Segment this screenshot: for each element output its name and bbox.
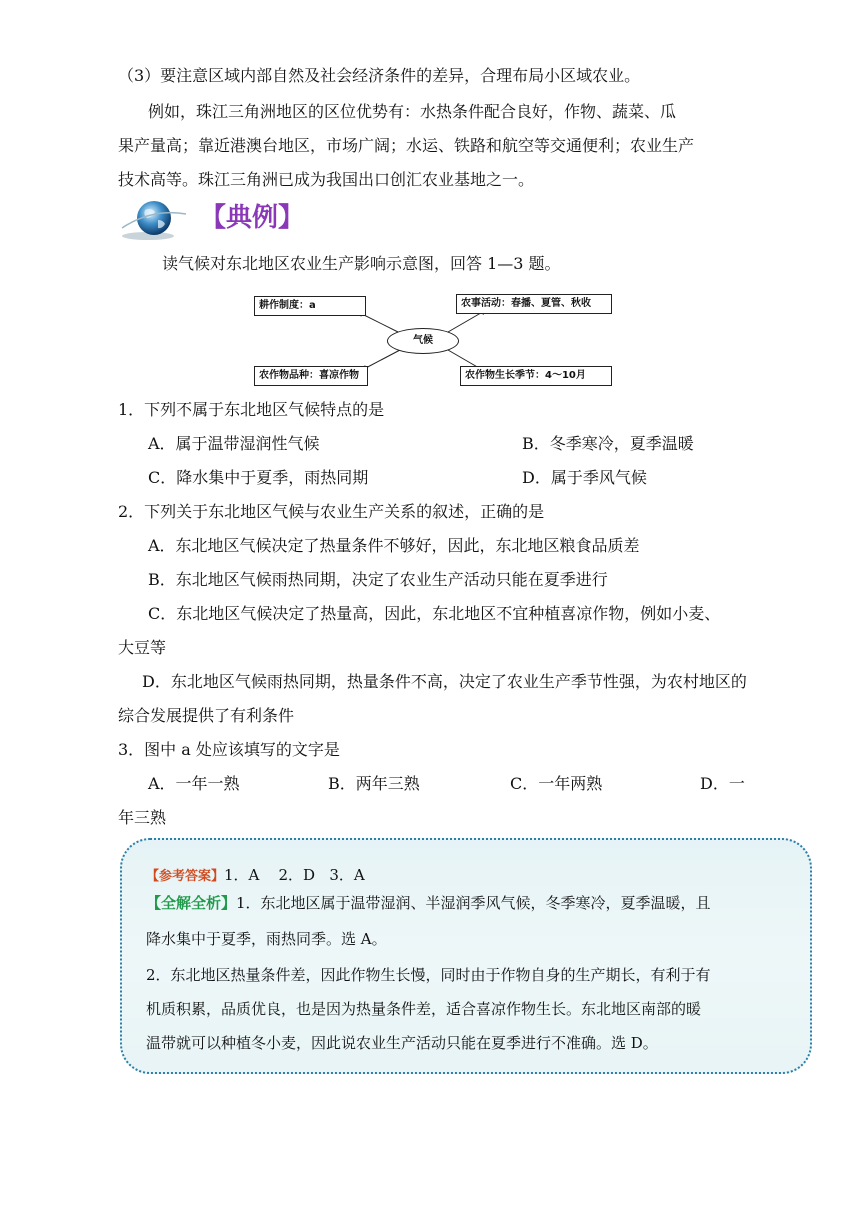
q3-option-d-part1: D．一	[700, 774, 745, 793]
example-line-2: 果产量高；靠近港澳台地区，市场广阔；水运、铁路和航空等交通便利；农业生产	[118, 136, 695, 155]
q2-option-b: B．东北地区气候雨热同期，决定了农业生产活动只能在夏季进行	[148, 570, 608, 589]
q2-option-a: A．东北地区气候决定了热量条件不够好，因此，东北地区粮食品质差	[148, 536, 640, 555]
analysis-tag: 【全解全析】	[146, 894, 237, 912]
analysis-text-1: 1．东北地区属于温带湿润、半湿润季风气候，冬季寒冷，夏季温暖，且	[236, 894, 711, 912]
q1-option-c: C．降水集中于夏季，雨热同期	[148, 468, 369, 487]
analysis-line-3: 2．东北地区热量条件差，因此作物生长慢，同时由于作物自身的生产期长，有利于有	[146, 966, 711, 984]
climate-diagram	[250, 290, 620, 392]
q3-option-d-part2: 年三熟	[118, 808, 167, 827]
q1-stem: 1．下列不属于东北地区气候特点的是	[118, 400, 385, 419]
q3-option-b: B．两年三熟	[328, 774, 420, 793]
diagram-box-farming-system: 耕作制度：a	[254, 296, 366, 316]
point-3-text: （3）要注意区域内部自然及社会经济条件的差异，合理布局小区域农业。	[118, 66, 641, 85]
q3-stem: 3．图中 a 处应该填写的文字是	[118, 740, 340, 759]
analysis-line-2: 降水集中于夏季，雨热同季。选 A。	[146, 930, 387, 948]
q2-stem: 2．下列关于东北地区气候与农业生产关系的叙述，正确的是	[118, 502, 545, 521]
question-prompt: 读气候对东北地区农业生产影响示意图，回答 1—3 题。	[162, 254, 561, 273]
diagram-box-farm-activities: 农事活动：春播、夏管、秋收	[456, 294, 612, 314]
q1-option-d: D．属于季风气候	[522, 468, 647, 487]
q2-option-d-line2: 综合发展提供了有利条件	[118, 706, 295, 725]
diagram-box-crop-variety: 农作物品种：喜凉作物	[254, 366, 368, 386]
reference-answer-tag: 【参考答案】	[146, 869, 225, 884]
example-line-3: 技术高等。珠江三角洲已成为我国出口创汇农业基地之一。	[118, 170, 535, 189]
q3-option-c: C．一年两熟	[510, 774, 603, 793]
answer-panel	[120, 838, 812, 1074]
q2-option-d-line1: D．东北地区气候雨热同期，热量条件不高，决定了农业生产季节性强，为农村地区的	[142, 672, 747, 691]
q2-option-c-line1: C．东北地区气候决定了热量高，因此，东北地区不宜种植喜凉作物，例如小麦、	[148, 604, 721, 623]
reference-answer-line	[146, 864, 365, 885]
analysis-line-5: 温带就可以种植冬小麦，因此说农业生产活动只能在夏季进行不准确。选 D。	[146, 1034, 658, 1052]
q1-option-a: A．属于温带湿润性气候	[148, 434, 320, 453]
analysis-line-4: 机质积累，品质优良，也是因为热量条件差，适合喜凉作物生长。东北地区南部的暖	[146, 1000, 702, 1018]
q1-option-b: B．冬季寒冷，夏季温暖	[522, 434, 694, 453]
analysis-line-1	[146, 892, 711, 913]
section-title: 【典例】	[200, 203, 305, 233]
q3-option-a: A．一年一熟	[148, 774, 240, 793]
diagram-center-climate: 气候	[387, 328, 459, 354]
q2-option-c-line2: 大豆等	[118, 638, 167, 657]
example-line-1: 例如，珠江三角洲地区的区位优势有：水热条件配合良好，作物、蔬菜、瓜	[148, 102, 677, 121]
reference-answer-text: 1．A 2．D 3．A	[224, 866, 365, 884]
diagram-box-growing-season: 农作物生长季节：4～10月	[460, 366, 612, 386]
globe-icon	[118, 198, 188, 242]
